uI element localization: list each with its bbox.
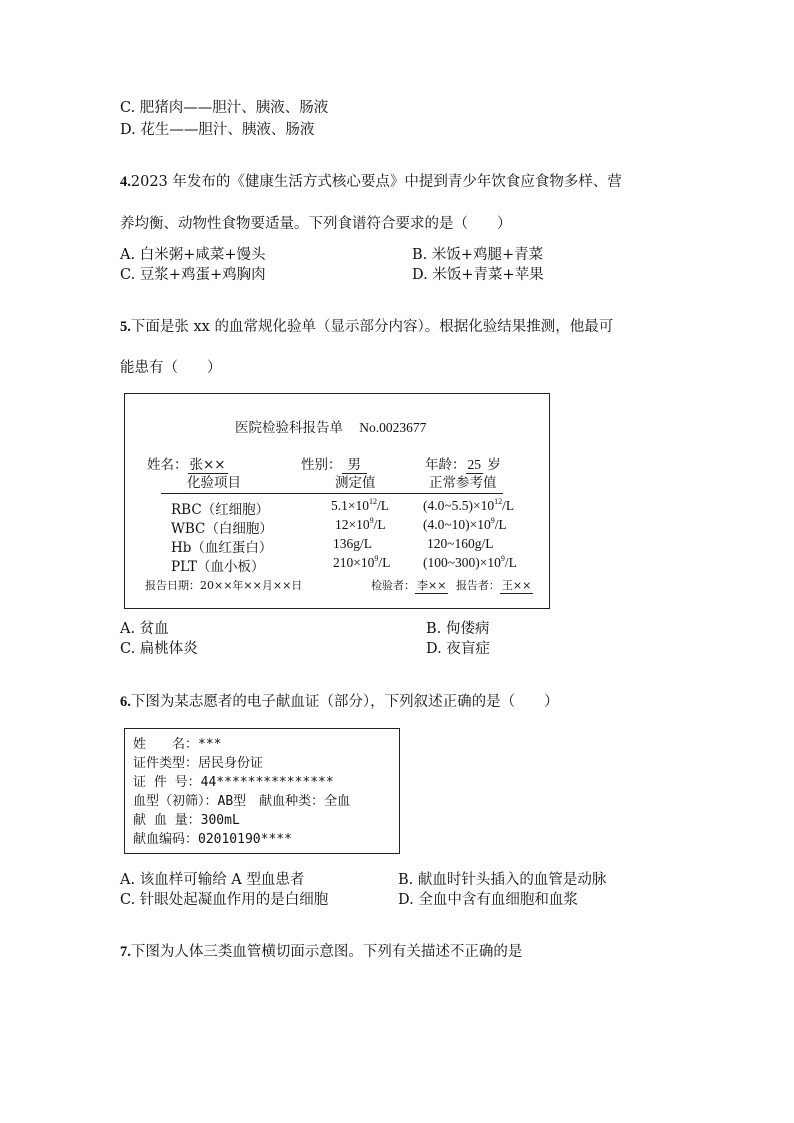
q5-text-1: 下面是张 xx 的血常规化验单（显示部分内容）。根据化验结果推测，他最可 xyxy=(130,319,614,335)
patient-age: 年龄： 25 岁 xyxy=(425,457,501,473)
q5-number: 5. xyxy=(120,319,131,335)
q5-option-a: A. 贫血 xyxy=(120,621,169,637)
row-rbc-item: RBC（红细胞） xyxy=(171,502,270,518)
q4-number: 4. xyxy=(120,174,131,190)
q7-number: 7. xyxy=(120,944,131,960)
q4-stem-line2: 养均衡、动物性食物要适量。下列食谱符合要求的是（ ） xyxy=(120,216,512,232)
report-signatures: 检验者： 李×× 报告者： 王×× xyxy=(371,579,532,592)
q5-option-d: D. 夜盲症 xyxy=(426,641,490,657)
row-plt-value: $210\times 10^9/L$ xyxy=(333,554,391,570)
card-line-volume: 献 血 量：300mL xyxy=(133,813,240,828)
card-line-id-type: 证件类型：居民身份证 xyxy=(133,756,264,771)
patient-sex: 性别： 男 xyxy=(301,453,367,474)
report-number: No.0023677 xyxy=(359,420,427,435)
q6-number: 6. xyxy=(120,694,131,710)
q6-option-b: B. 献血时针头插入的血管是动脉 xyxy=(398,872,607,888)
q5-stem-line1 xyxy=(120,315,613,336)
report-date: 报告日期：20××年××月××日 xyxy=(145,579,303,592)
row-rbc-reference: $(4.0\sim 5.5)\times 10^{12}/L$ xyxy=(423,497,515,513)
q7-text-1: 下图为人体三类血管横切面示意图。下列有关描述不正确的是 xyxy=(130,944,523,960)
q4-option-a: A. 白米粥+咸菜+馒头 xyxy=(120,247,266,263)
row-plt-item: PLT（血小板） xyxy=(171,559,265,575)
q5-option-b: B. 佝偻病 xyxy=(426,621,490,637)
q6-option-a: A. 该血样可输给 A 型血患者 xyxy=(120,872,305,888)
row-wbc-item: WBC（白细胞） xyxy=(171,521,273,537)
card-line-blood-type: 血型（初筛）：AB型 献血种类：全血 xyxy=(133,794,351,809)
q3-option-d: D. 花生——胆汁、胰液、肠液 xyxy=(120,122,315,138)
card-line-code: 献血编码：02010190**** xyxy=(133,832,292,847)
row-hb-item: Hb（血红蛋白） xyxy=(171,540,273,556)
patient-name: 姓名： 张×× xyxy=(147,453,228,474)
q4-option-b: B. 米饭+鸡腿+青菜 xyxy=(412,247,544,263)
report-title: 医院检验科报告单 No.0023677 xyxy=(235,420,427,436)
q6-text-1: 下图为某志愿者的电子献血证（部分），下列叙述正确的是（ ） xyxy=(130,694,559,710)
q5-stem-line2: 能患有（ ） xyxy=(120,360,222,376)
row-wbc-value: $12\times 10^9/L$ xyxy=(335,516,386,532)
card-line-name: 姓 名：*** xyxy=(133,737,222,752)
row-hb-value: 136g/L xyxy=(333,536,372,551)
row-rbc-value: $5.1\times 10^{12}/L$ xyxy=(331,497,389,513)
col-header-reference: 正常参考值 xyxy=(429,475,497,491)
col-header-item: 化验项目 xyxy=(187,475,241,491)
col-header-value: 测定值 xyxy=(335,475,376,491)
q4-text-1: 2023 年发布的《健康生活方式核心要点》中提到青少年饮食应食物多样、营 xyxy=(130,174,622,190)
row-plt-reference: $(100\sim 300)\times 10^9/L$ xyxy=(423,554,517,570)
row-hb-reference: 120~160g/L xyxy=(427,536,494,551)
q4-option-d: D. 米饭+青菜+苹果 xyxy=(412,267,544,283)
q5-option-c: C. 扁桃体炎 xyxy=(120,641,198,657)
q4-option-c: C. 豆浆+鸡蛋+鸡胸肉 xyxy=(120,267,266,283)
q4-stem-line1 xyxy=(120,170,622,191)
q3-option-c: C. 肥猪肉——胆汁、胰液、肠液 xyxy=(120,100,329,116)
lab-report xyxy=(124,393,550,609)
card-line-id-number: 证 件 号：44*************** xyxy=(133,775,334,790)
q6-option-d: D. 全血中含有血细胞和血浆 xyxy=(398,892,578,908)
row-wbc-reference: $(4.0\sim 10)\times 10^9/L$ xyxy=(423,516,507,532)
q6-option-c: C. 针眼处起凝血作用的是白细胞 xyxy=(120,892,329,908)
header-divider xyxy=(161,493,503,494)
blood-donation-card xyxy=(124,728,400,854)
q6-stem-line1 xyxy=(120,690,559,711)
q7-stem-line1 xyxy=(120,940,522,961)
